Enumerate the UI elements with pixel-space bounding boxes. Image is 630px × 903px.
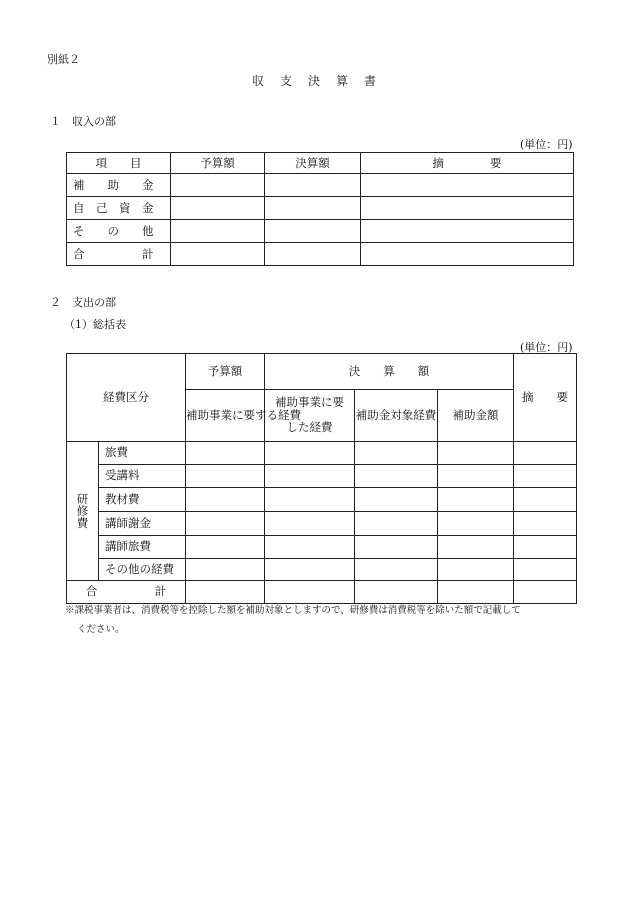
income-row-label: 自 己 資 金 [67, 197, 171, 220]
expense-cell[interactable] [514, 487, 577, 511]
expense-cell[interactable] [355, 487, 438, 511]
expense-cell[interactable] [355, 441, 438, 464]
income-total-label: 合 計 [67, 243, 171, 266]
expense-group-label [67, 441, 99, 580]
expense-unit: (単位：円) [520, 341, 573, 354]
expense-cell[interactable] [438, 535, 514, 558]
group-char: 修 [76, 503, 89, 518]
income-cell-summary[interactable] [361, 243, 574, 266]
expense-cell[interactable] [514, 464, 577, 487]
table-row [67, 558, 577, 580]
income-cell-budget[interactable] [171, 197, 265, 220]
expense-cell[interactable] [355, 558, 438, 580]
expense-cell[interactable] [186, 441, 265, 464]
expense-item-label: 受講料 [99, 464, 186, 487]
income-unit: (単位：円) [520, 138, 573, 151]
expense-cell[interactable] [438, 487, 514, 511]
income-header-summary: 摘 要 [361, 153, 574, 174]
income-cell-summary[interactable] [361, 220, 574, 243]
expense-cell[interactable] [265, 487, 355, 511]
note-line-2: ください。 [77, 624, 125, 635]
expense-cell[interactable] [438, 511, 514, 535]
income-cell-budget[interactable] [171, 174, 265, 197]
expense-cell[interactable] [514, 580, 577, 603]
table-row [67, 511, 577, 535]
expense-item-label: 講師旅費 [99, 535, 186, 558]
table-row [67, 487, 577, 511]
expense-cell[interactable] [355, 535, 438, 558]
expense-cell[interactable] [265, 511, 355, 535]
income-cell-settled[interactable] [265, 220, 361, 243]
income-row-label: 補 助 金 [67, 174, 171, 197]
note-line-1: ※課税事業者は、消費税等を控除した額を補助対象としますので、研修費は消費税等を除いた額で記載して [65, 605, 521, 616]
expense-cell[interactable] [186, 535, 265, 558]
expense-header-budget-sub: 補助事業に要する経費 [186, 390, 265, 442]
document-title: 収 支 決 算 書 [251, 74, 378, 88]
expense-total-label: 合 計 [67, 580, 186, 603]
expense-cell[interactable] [514, 441, 577, 464]
expense-header-category: 経費区分 [67, 354, 186, 442]
income-row-label: そ の 他 [67, 220, 171, 243]
income-header-settled: 決算額 [265, 153, 361, 174]
expense-cell[interactable] [186, 558, 265, 580]
expense-cell[interactable] [438, 441, 514, 464]
expense-item-label: その他の経費 [99, 558, 186, 580]
income-header-row [67, 153, 574, 174]
expense-cell[interactable] [186, 511, 265, 535]
expense-subheading: （1）総括表 [64, 318, 126, 331]
income-cell-settled[interactable] [265, 174, 361, 197]
table-row [67, 535, 577, 558]
expense-item-label: 教材費 [99, 487, 186, 511]
expense-total-row [67, 580, 577, 603]
expense-heading: ２ 支出の部 [50, 296, 116, 309]
group-char: 費 [76, 515, 89, 530]
expense-cell[interactable] [186, 464, 265, 487]
expense-header-settled: 決 算 額 [265, 354, 514, 390]
income-header-item: 項 目 [67, 153, 171, 174]
income-cell-budget[interactable] [171, 220, 265, 243]
expense-cell[interactable] [265, 464, 355, 487]
expense-item-label: 講師謝金 [99, 511, 186, 535]
expense-cell[interactable] [186, 487, 265, 511]
expense-header-row-1 [67, 354, 577, 390]
expense-cell[interactable] [265, 441, 355, 464]
expense-cell[interactable] [514, 535, 577, 558]
expense-cell[interactable] [438, 558, 514, 580]
expense-cell[interactable] [265, 558, 355, 580]
expense-cell[interactable] [265, 580, 355, 603]
expense-cell[interactable] [355, 511, 438, 535]
expense-cell[interactable] [355, 580, 438, 603]
annex-label: 別紙２ [47, 53, 80, 66]
expense-cell[interactable] [514, 558, 577, 580]
expense-header-settled-sub3: 補助金額 [438, 390, 514, 442]
expense-cell[interactable] [265, 535, 355, 558]
table-row [67, 464, 577, 487]
expense-header-settled-sub2: 補助金対象経費 [355, 390, 438, 442]
expense-cell[interactable] [438, 580, 514, 603]
expense-cell[interactable] [514, 511, 577, 535]
table-row [67, 197, 574, 220]
expense-table [66, 353, 577, 604]
expense-header-settled-sub1: 補助事業に要した経費 [265, 390, 355, 442]
table-row [67, 441, 577, 464]
income-heading: １ 収入の部 [50, 115, 116, 128]
expense-item-label: 旅費 [99, 441, 186, 464]
income-table [66, 152, 574, 266]
expense-cell[interactable] [438, 464, 514, 487]
table-row [67, 243, 574, 266]
income-cell-summary[interactable] [361, 197, 574, 220]
expense-header-budget: 予算額 [186, 354, 265, 390]
income-cell-settled[interactable] [265, 197, 361, 220]
income-header-budget: 予算額 [171, 153, 265, 174]
expense-cell[interactable] [355, 464, 438, 487]
group-char: 研 [76, 491, 89, 506]
expense-header-summary: 摘 要 [514, 354, 577, 442]
income-cell-summary[interactable] [361, 174, 574, 197]
expense-cell[interactable] [186, 580, 265, 603]
income-cell-settled[interactable] [265, 243, 361, 266]
income-cell-budget[interactable] [171, 243, 265, 266]
table-row [67, 220, 574, 243]
table-row [67, 174, 574, 197]
